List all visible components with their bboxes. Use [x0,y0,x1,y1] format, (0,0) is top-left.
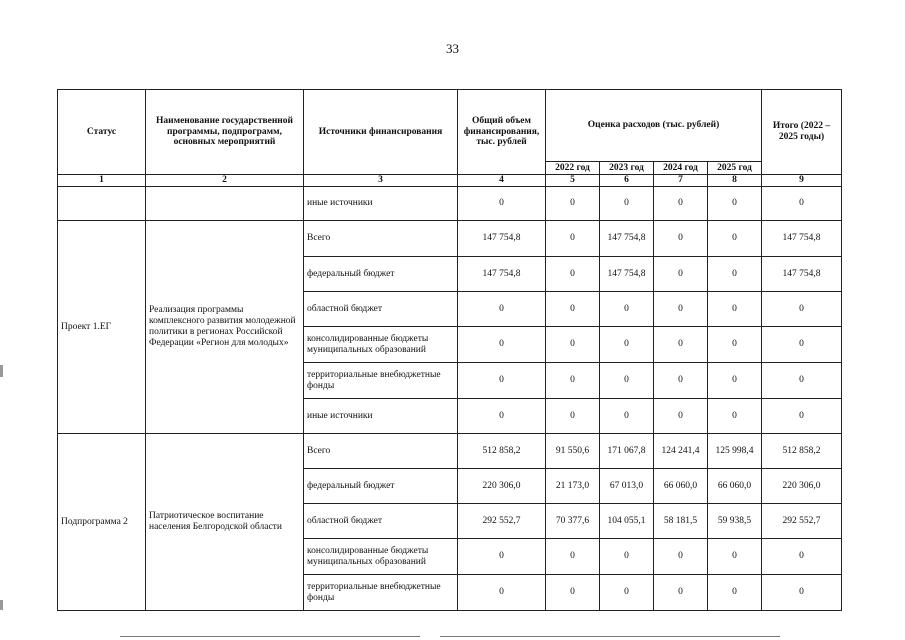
source-cell: консолидированные бюджеты муниципальных образований [304,327,458,363]
table-row [58,187,842,221]
value-cell: 0 [546,257,600,292]
value-cell: 0 [600,575,654,611]
value-cell: 0 [762,539,842,575]
value-cell: 0 [708,257,762,292]
value-cell: 0 [762,399,842,434]
value-cell: 66 060,0 [654,469,708,504]
column-number: 4 [458,175,546,187]
value-cell: 0 [600,292,654,327]
value-cell: 0 [762,363,842,399]
header-grand-total: Итого (2022 – 2025 годы) [762,90,842,175]
value-cell: 0 [708,575,762,611]
value-cell: 147 754,8 [600,221,654,257]
column-number: 1 [58,175,146,187]
source-cell: территориальные внебюджетные фонды [304,363,458,399]
program-name-cell: Реализация программы комплексного развития молодежной политики в регионах Российской Федерации «Регион для молодых» [146,221,304,434]
header-year: 2022 год [546,162,600,175]
value-cell: 0 [708,363,762,399]
column-number: 7 [654,175,708,187]
value-cell: 147 754,8 [762,221,842,257]
value-cell: 0 [458,539,546,575]
value-cell: 292 552,7 [762,504,842,539]
value-cell: 220 306,0 [762,469,842,504]
value-cell: 0 [654,363,708,399]
value-cell: 59 938,5 [708,504,762,539]
header-funding-sources: Источники финансирования [304,90,458,175]
value-cell: 0 [654,399,708,434]
value-cell: 0 [654,539,708,575]
value-cell: 0 [600,399,654,434]
column-number: 8 [708,175,762,187]
value-cell: 0 [654,187,708,221]
value-cell: 0 [546,327,600,363]
scan-edge-mark [0,365,3,377]
header-status: Статус [58,90,146,175]
value-cell: 147 754,8 [600,257,654,292]
value-cell: 512 858,2 [762,434,842,469]
value-cell: 58 181,5 [654,504,708,539]
value-cell: 0 [654,257,708,292]
value-cell: 0 [458,327,546,363]
value-cell: 512 858,2 [458,434,546,469]
value-cell: 70 377,6 [546,504,600,539]
header-year: 2023 год [600,162,654,175]
scan-edge-mark [0,600,3,610]
value-cell: 0 [708,187,762,221]
value-cell: 0 [546,363,600,399]
table-row [58,434,842,469]
value-cell: 0 [654,327,708,363]
value-cell: 171 067,8 [600,434,654,469]
value-cell: 0 [708,292,762,327]
value-cell: 67 013,0 [600,469,654,504]
status-cell: Проект 1.ЕГ [58,221,146,434]
source-cell: Всего [304,221,458,257]
value-cell: 0 [546,575,600,611]
status-cell [58,187,146,221]
value-cell: 104 055,1 [600,504,654,539]
program-name-cell: Патриотическое воспитание населения Белгородской области [146,434,304,611]
header-year: 2025 год [708,162,762,175]
source-cell: федеральный бюджет [304,469,458,504]
column-number: 9 [762,175,842,187]
page-number: 33 [446,41,459,56]
value-cell: 0 [458,187,546,221]
value-cell: 0 [762,187,842,221]
header-total-volume: Общий объем финансирования, тыс. рублей [458,90,546,175]
value-cell: 91 550,6 [546,434,600,469]
value-cell: 21 173,0 [546,469,600,504]
value-cell: 147 754,8 [458,221,546,257]
source-cell: консолидированные бюджеты муниципальных образований [304,539,458,575]
value-cell: 0 [546,399,600,434]
value-cell: 0 [762,575,842,611]
value-cell: 0 [708,327,762,363]
value-cell: 0 [708,539,762,575]
value-cell: 0 [654,221,708,257]
value-cell: 147 754,8 [458,257,546,292]
source-cell: Всего [304,434,458,469]
value-cell: 220 306,0 [458,469,546,504]
value-cell: 0 [546,292,600,327]
source-cell: иные источники [304,399,458,434]
value-cell: 0 [708,399,762,434]
source-cell: федеральный бюджет [304,257,458,292]
value-cell: 125 998,4 [708,434,762,469]
value-cell: 0 [546,187,600,221]
header-program-name: Наименование государственной программы, подпрограмм, основных мероприятий [146,90,304,175]
value-cell: 0 [762,327,842,363]
source-cell: областной бюджет [304,292,458,327]
value-cell: 0 [458,292,546,327]
bottom-rule [120,636,420,637]
column-number: 2 [146,175,304,187]
value-cell: 0 [546,221,600,257]
value-cell: 0 [600,187,654,221]
header-year: 2024 год [654,162,708,175]
value-cell: 0 [458,363,546,399]
column-number: 3 [304,175,458,187]
bottom-rule [440,636,780,637]
value-cell: 0 [654,292,708,327]
column-number: 6 [600,175,654,187]
status-cell: Подпрограмма 2 [58,434,146,611]
table-row [58,221,842,257]
value-cell: 66 060,0 [708,469,762,504]
value-cell: 0 [458,575,546,611]
value-cell: 0 [458,399,546,434]
value-cell: 292 552,7 [458,504,546,539]
value-cell: 0 [600,539,654,575]
value-cell: 0 [600,327,654,363]
source-cell: территориальные внебюджетные фонды [304,575,458,611]
budget-table [57,89,842,611]
value-cell: 124 241,4 [654,434,708,469]
header-cost-estimate: Оценка расходов (тыс. рублей) [546,90,762,162]
value-cell: 0 [762,292,842,327]
program-name-cell [146,187,304,221]
source-cell: областной бюджет [304,504,458,539]
value-cell: 0 [708,221,762,257]
column-number: 5 [546,175,600,187]
value-cell: 0 [654,575,708,611]
value-cell: 0 [600,363,654,399]
value-cell: 147 754,8 [762,257,842,292]
value-cell: 0 [546,539,600,575]
source-cell: иные источники [304,187,458,221]
